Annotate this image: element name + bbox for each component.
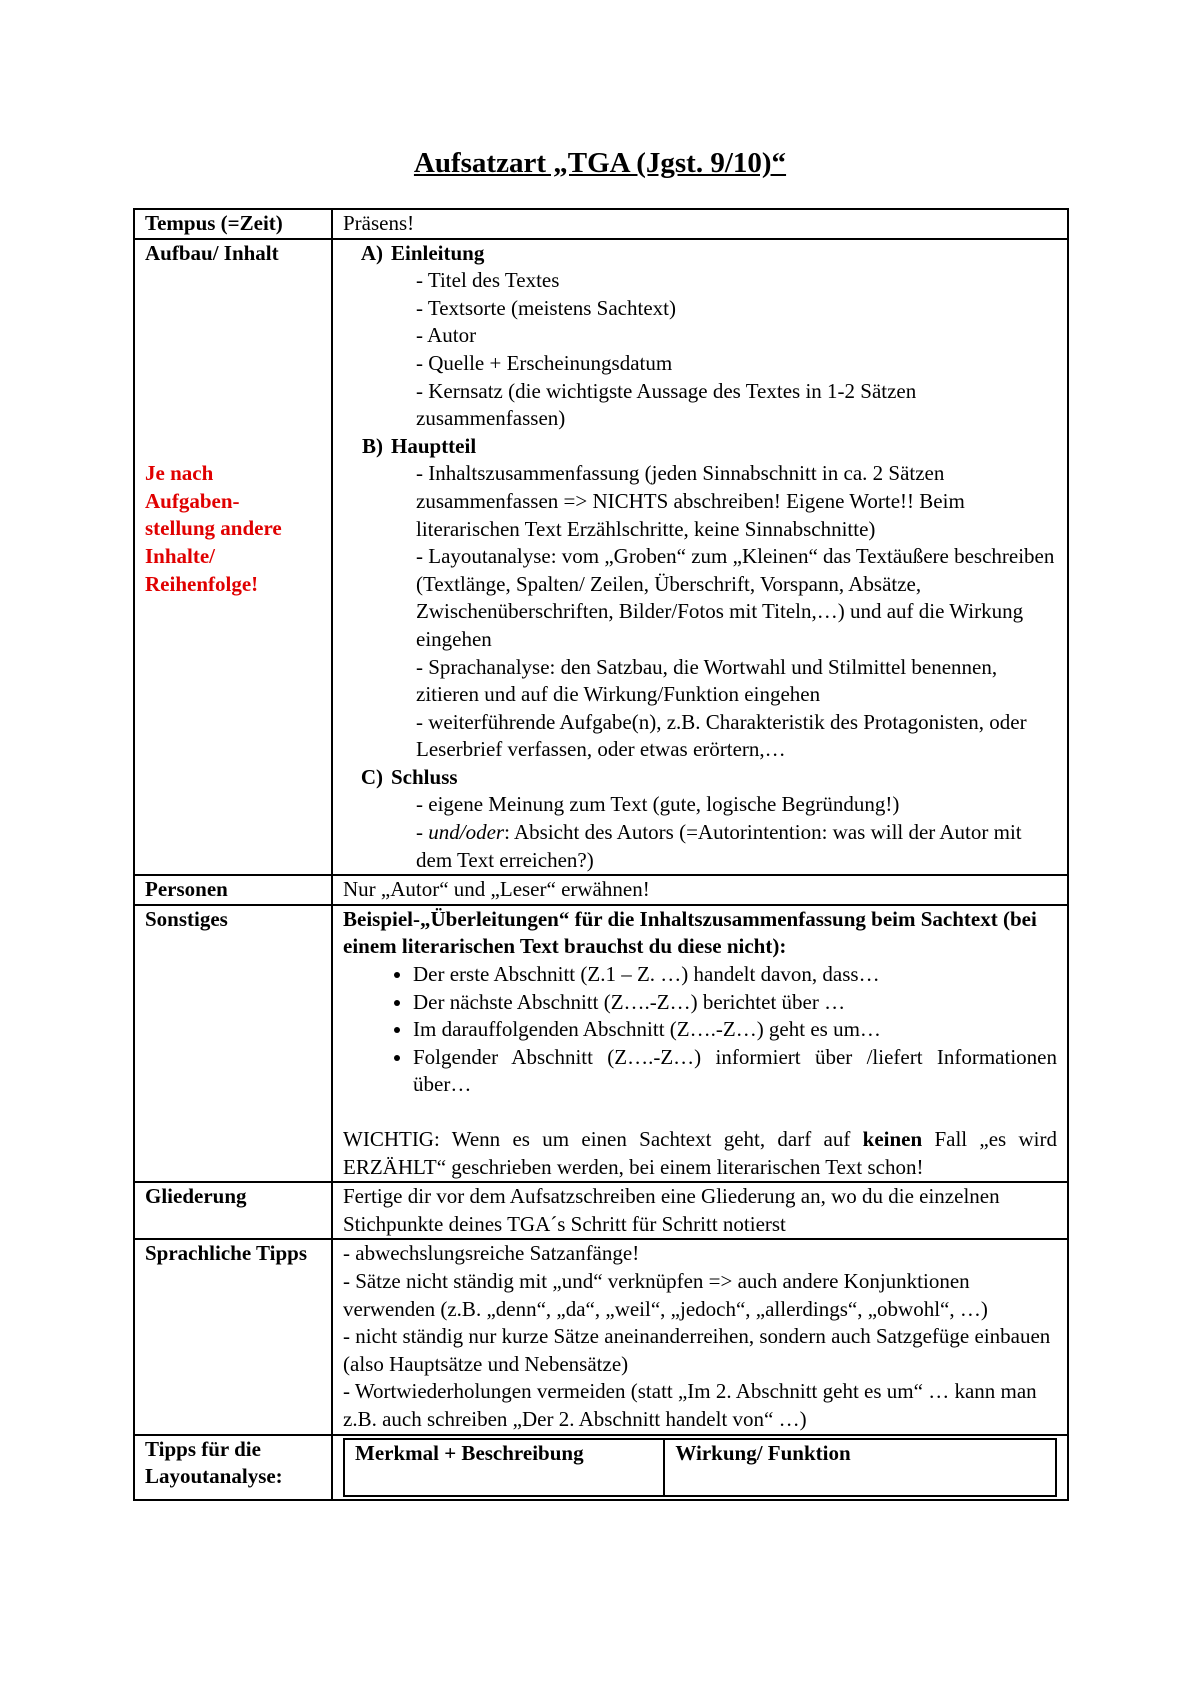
table-header-merkmal: Merkmal + Beschreibung	[344, 1439, 664, 1496]
list-item: - Quelle + Erscheinungsdatum	[416, 350, 673, 375]
list-item: - eigene Meinung zum Text (gute, logische Begründung!)	[416, 792, 900, 817]
note-line: Reihenfolge!	[145, 571, 259, 596]
note-line: stellung andere	[145, 516, 282, 541]
section-heading-einleitung	[343, 240, 1057, 268]
list-item: • Folgender Abschnitt (Z….-Z…) informiert über /liefert Informationen über…	[413, 1044, 1057, 1099]
row-personen	[134, 875, 1068, 905]
list-item: - Titel des Textes	[416, 268, 560, 293]
list-item: - abwechslungsreiche Satzanfänge!	[343, 1241, 640, 1266]
note-line: Inhalte/	[145, 543, 216, 568]
row-label: Sprachliche Tipps	[134, 1239, 332, 1434]
row-tempus	[134, 209, 1068, 239]
row-value: Präsens!	[332, 209, 1068, 239]
list-item: - weiterführende Aufgabe(n), z.B. Charakteristik des Protagonisten, oder Leserbrief verfassen, oder etwas erörtern,…	[416, 709, 1027, 762]
row-value-cell	[332, 239, 1068, 876]
section-letter: C)	[360, 764, 383, 789]
section-letter: A)	[360, 240, 383, 265]
row-sprachliche-tipps	[134, 1239, 1068, 1434]
row-value-cell	[332, 1239, 1068, 1434]
list-item: • Im darauffolgenden Abschnitt (Z….-Z…) geht es um…	[413, 1016, 1057, 1044]
overview-table	[133, 208, 1069, 1501]
row-gliederung	[134, 1182, 1068, 1239]
section-heading-schluss	[343, 764, 1057, 792]
row-label: Gliederung	[134, 1182, 332, 1239]
row-aufbau	[134, 239, 1068, 876]
section-letter: B)	[362, 433, 383, 458]
list-item: - Textsorte (meistens Sachtext)	[416, 295, 676, 320]
note-prefix: WICHTIG: Wenn es um einen Sachtext geht, darf auf	[343, 1127, 863, 1151]
sonstiges-heading: Beispiel-„Überleitungen“ für die Inhaltszusammenfassung beim Sachtext (bei einem literarischen Text brauchst du diese nicht):	[343, 906, 1037, 959]
list-item: - Layoutanalyse: vom „Groben“ zum „Kleinen“ das Textäußere beschreiben (Textlänge, Spalten/ Zeilen, Überschrift, Vorspann, Absätze, Zwischenüberschriften, Bilder/Fotos mit Titeln,…) und auf die Wirkung eingehen	[416, 544, 1055, 651]
layout-tipps-table	[343, 1438, 1057, 1497]
list-item: - Inhaltszusammenfassung (jeden Sinnabschnitt in ca. 2 Sätzen zusammenfassen => NICHTS abschreiben! Eigene Worte!! Beim literarischen Text Erzählschritte, keine Sinnabschnitte)	[416, 461, 965, 541]
section-heading-hauptteil	[343, 433, 1057, 461]
page-title: Aufsatzart „TGA (Jgst. 9/10)“	[413, 147, 787, 179]
row-layout-tipps	[134, 1435, 1068, 1500]
important-note	[343, 1126, 1057, 1181]
row-label: Sonstiges	[134, 905, 332, 1182]
note-line: Je nach	[145, 461, 214, 486]
section-title: Einleitung	[391, 240, 485, 265]
transition-list	[343, 961, 1057, 1099]
table-row	[344, 1439, 1056, 1496]
row-value-cell	[332, 905, 1068, 1182]
row-label-cell	[134, 239, 332, 876]
row-value: Nur „Autor“ und „Leser“ erwähnen!	[332, 875, 1068, 905]
section-title: Schluss	[391, 764, 458, 789]
row-sonstiges	[134, 905, 1068, 1182]
table-header-wirkung: Wirkung/ Funktion	[664, 1439, 1056, 1496]
list-item: - Kernsatz (die wichtigste Aussage des Textes in 1-2 Sätzen zusammenfassen)	[416, 378, 917, 431]
list-item: - Sätze nicht ständig mit „und“ verknüpfen => auch andere Konjunktionen verwenden (z.B. „denn“, „da“, „weil“, „jedoch“, „allerdings“, „obwohl“, …)	[343, 1268, 988, 1321]
note-rest: Fall „es wird ERZÄHLT“ geschrieben werden, bei einem literarischen Text schon!	[343, 1127, 1057, 1179]
list-item: • Der nächste Abschnitt (Z….-Z…) berichtet über …	[413, 989, 1057, 1017]
note-bold: keinen	[862, 1127, 923, 1151]
list-item: • Der erste Abschnitt (Z.1 – Z. …) handelt davon, dass…	[413, 961, 1057, 989]
list-item: - Sprachanalyse: den Satzbau, die Wortwahl und Stilmittel benennen, zitieren und auf die Wirkung/Funktion eingehen	[416, 654, 998, 707]
row-value: Fertige dir vor dem Aufsatzschreiben eine Gliederung an, wo du die einzelnen Stichpunkte deines TGA´s Schritt für Schritt notierst	[332, 1182, 1068, 1239]
list-item: - Wortwiederholungen vermeiden (statt „Im 2. Abschnitt geht es um“ … kann man z.B. auch schreiben „Der 2. Abschnitt handelt von“ …)	[343, 1379, 1037, 1431]
item-rest: : Absicht des Autors (=Autorintention: was will der Autor mit dem Text erreichen?)	[416, 820, 1022, 872]
row-label: Aufbau/ Inhalt	[145, 240, 279, 265]
row-label: Tempus (=Zeit)	[134, 209, 332, 239]
item-italic: und/oder	[428, 820, 505, 845]
list-item	[343, 819, 1057, 874]
section-title: Hauptteil	[391, 433, 477, 458]
note-line: Aufgaben-	[145, 488, 240, 513]
row-label: Personen	[134, 875, 332, 905]
row-value-cell	[332, 1435, 1068, 1500]
row-label: Tipps für die Layoutanalyse:	[134, 1435, 332, 1500]
list-item: - nicht ständig nur kurze Sätze aneinanderreihen, sondern auch Satzgefüge einbauen (also Hauptsätze und Nebensätze)	[343, 1324, 1051, 1376]
list-item: - Autor	[416, 323, 477, 348]
item-prefix: -	[416, 820, 429, 845]
